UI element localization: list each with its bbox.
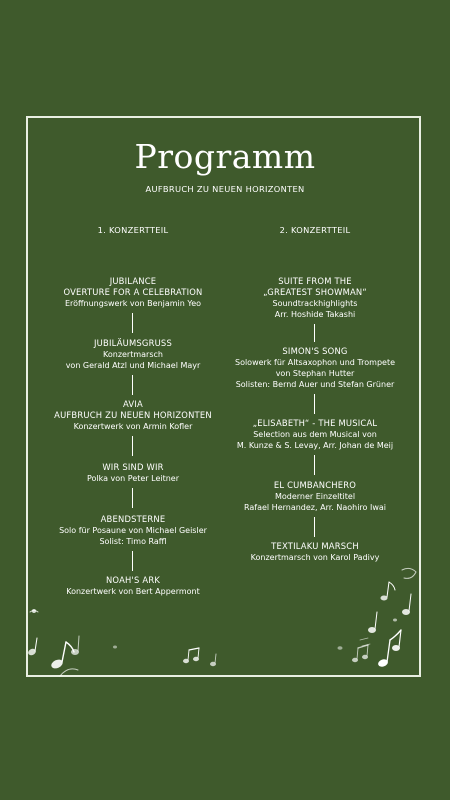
program-title: Programm [134,137,316,176]
part2-heading: 2. KONZERTTEIL [279,225,351,235]
piece-detail: Solisten: Bernd Auer und Stefan Grüner [235,380,395,389]
piece-detail: Solist: Timo Raffl [99,537,167,546]
connector-line [132,551,133,571]
piece-detail: Konzertwerk von Armin Kofler [73,422,193,431]
piece-detail: Solowerk für Altsaxophon und Trompete [234,358,395,367]
piece-detail: von Stephan Hutter [275,369,355,378]
program-item [33,514,233,547]
piece-title: OVERTURE FOR A CELEBRATION [63,287,203,297]
piece-title: JUBILÄUMSGRUSS [94,338,172,348]
connector-line [314,394,315,414]
connector-line [132,375,133,395]
piece-title: ABENDSTERNE [100,514,166,524]
piece-detail: Polka von Peter Leitner [86,474,180,483]
piece-detail: Konzertmarsch [103,350,163,359]
piece-detail: Moderner Einzeltitel [274,492,356,501]
piece-title: WIR SIND WIR [102,462,164,472]
piece-title: SUITE FROM THE [278,276,352,286]
piece-detail: Konzertwerk von Bert Appermont [66,587,200,596]
piece-title: NOAH'S ARK [105,575,161,585]
program-item [215,418,415,451]
piece-detail: M. Kunze & S. Levay, Arr. Johan de Meij [236,441,394,450]
piece-title: AUFBRUCH ZU NEUEN HORIZONTEN [54,410,212,420]
piece-title: AVIA [123,399,143,409]
piece-title: EL CUMBANCHERO [273,480,357,490]
piece-detail: Solo für Posaune von Michael Geisler [59,526,207,535]
piece-detail: Soundtrackhighlights [272,299,358,308]
program-item [33,399,233,432]
program-item [215,276,415,320]
part1-heading: 1. KONZERTTEIL [97,225,169,235]
program-item [33,575,233,597]
connector-line [132,488,133,508]
piece-detail: von Gerald Atzl und Michael Mayr [65,361,201,370]
program-subtitle: AUFBRUCH ZU NEUEN HORIZONTEN [145,184,305,194]
piece-title: JUBILANCE [109,276,157,286]
piece-title: „GREATEST SHOWMAN“ [263,287,367,297]
connector-line [132,436,133,456]
connector-line [314,517,315,537]
piece-title: TEXTILAKU MARSCH [271,541,359,551]
piece-detail: Selection aus dem Musical von [253,430,377,439]
program-item [33,338,233,371]
piece-title: SIMON'S SONG [282,346,348,356]
piece-title: „ELISABETH“ - THE MUSICAL [252,418,378,428]
program-item [215,346,415,390]
piece-detail: Rafael Hernandez, Arr. Naohiro Iwai [243,503,387,512]
piece-detail: Konzertmarsch von Karol Padivy [250,553,380,562]
piece-detail: Eröffnungswerk von Benjamin Yeo [64,299,202,308]
program-item [215,541,415,563]
connector-line [314,324,315,342]
connector-line [132,313,133,333]
program-item [33,276,233,309]
program-item [215,480,415,513]
piece-detail: Arr. Hoshide Takashi [274,310,356,319]
program-item [33,462,233,484]
connector-line [314,455,315,475]
